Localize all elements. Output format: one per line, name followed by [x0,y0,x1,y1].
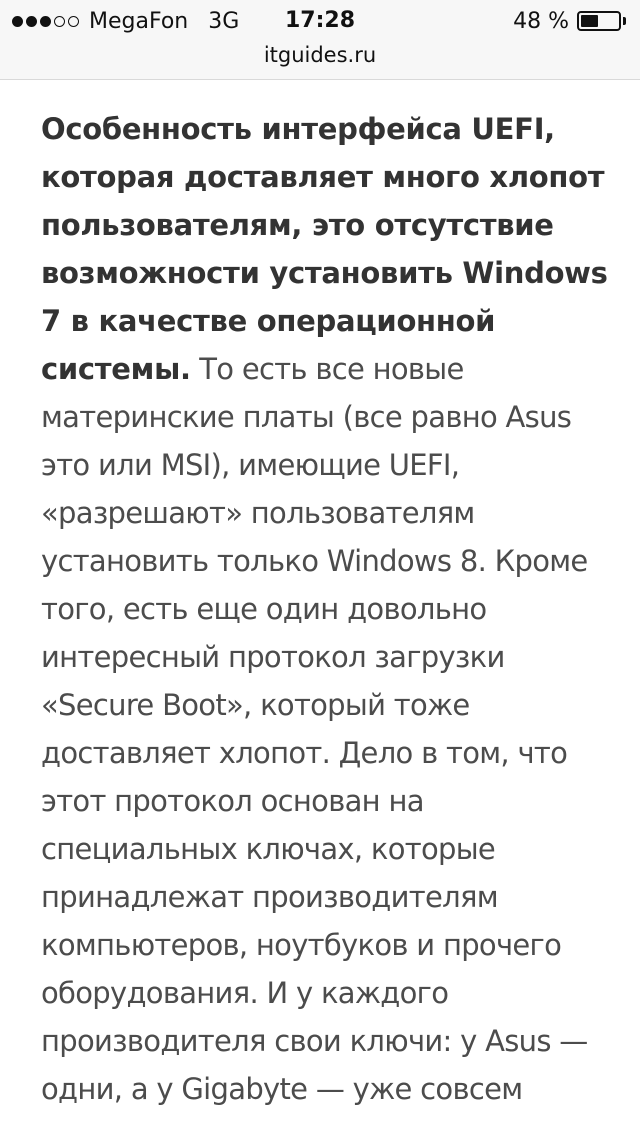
article-text [41,105,611,1113]
battery-percent: 48 % [513,8,569,34]
carrier-name: MegaFon [89,8,189,34]
battery-body [577,11,621,31]
status-time: 17:28 [284,8,356,33]
network-type: 3G [208,8,240,34]
article-body: То есть все новые материнские платы (все равно Asus это или MSI), имеющие UEFI, «разрешают» пользователям установить только Windows 8. Кроме того, есть еще один довольно интересный протокол загрузки «Secure Boot», который тоже доставляет хлопот. Дело в том, что этот протокол основан на специальных ключах, которые принадлежат производителям компьютеров, ноутбуков и прочего оборудования. И у каждого производителя свои ключи: у Asus — одни, а у Gigabyte — уже совсем [41,352,588,1106]
battery-tip [623,17,626,25]
url-address-bar[interactable]: itguides.ru [263,43,377,67]
status-right [513,7,626,35]
article-lead: Особенность интерфейса UEFI, которая доставляет много хлопот пользователям, это отсутствие возможности установить Windows 7 в качестве операционной системы. [41,112,608,386]
status-bar [0,0,640,80]
battery-fill [581,15,598,27]
battery-icon [577,11,626,31]
